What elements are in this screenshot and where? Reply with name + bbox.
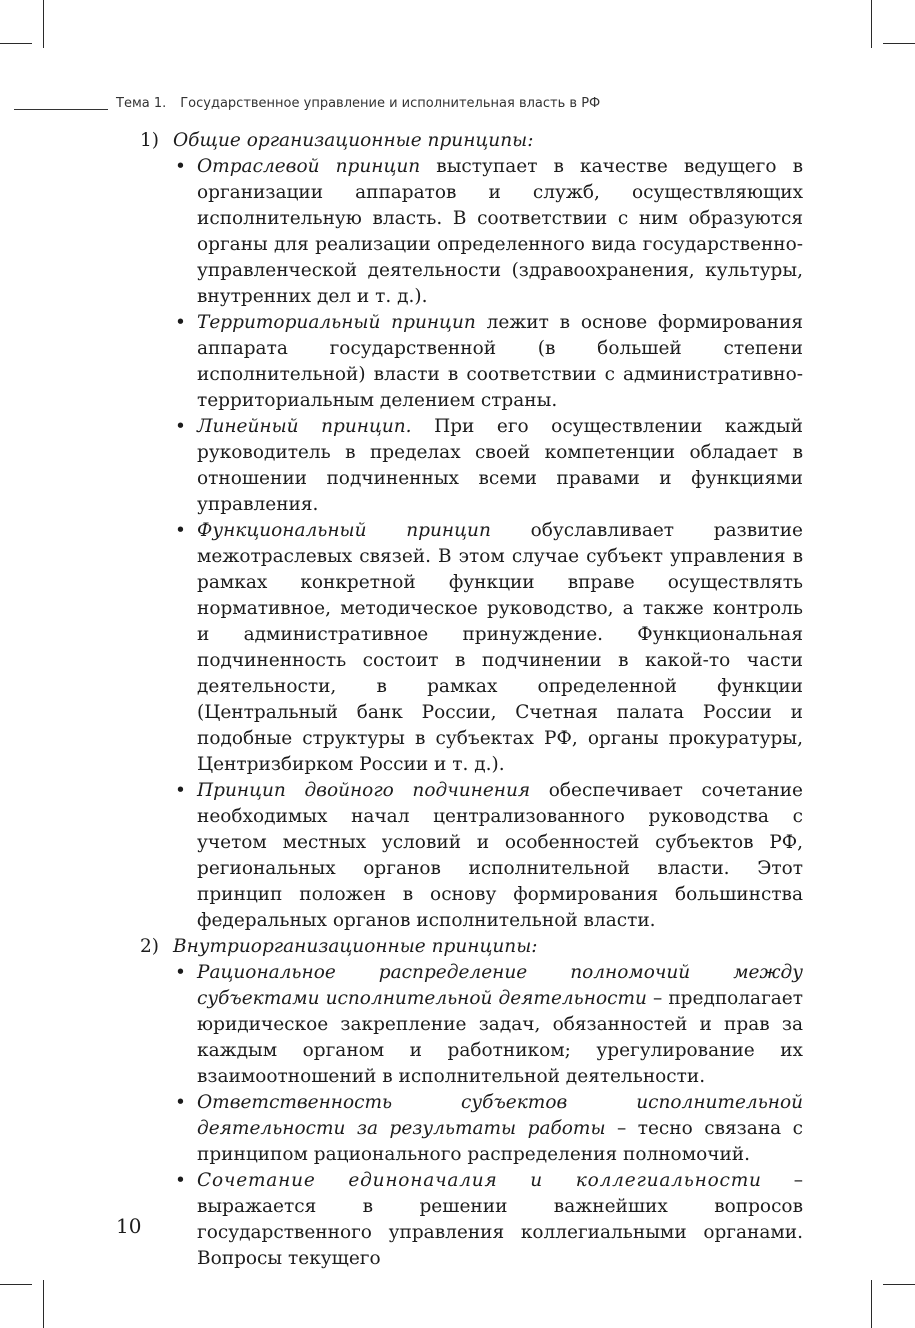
list-item [173, 310, 803, 414]
list-item [173, 1168, 803, 1272]
list-item [173, 960, 803, 1090]
crop-mark-bottom-right-horizontal [883, 1284, 915, 1285]
section-body [173, 128, 803, 934]
list-item-text: – предполагает юридическое закрепление задач, обязанностей и прав за каждым органом и работником; урегулирование их взаимоотношений в исполнительной деятельности. [197, 988, 803, 1087]
running-head-topic: Тема 1. [116, 95, 167, 111]
section-body [173, 934, 803, 1272]
crop-mark-top-right-vertical [871, 0, 872, 48]
list-item-term: Сочетание единоначалия и коллегиальности [197, 1170, 762, 1191]
list-item-text: лежит в основе формирования аппарата государственной (в большей степени исполнительной) власти в соответствии с административно-территориальным делением страны. [197, 312, 803, 411]
crop-mark-top-left-vertical [43, 0, 44, 48]
section-2 [140, 934, 803, 1272]
list-item-text: – тесно связана с принципом рационального распределения полномочий. [197, 1118, 803, 1165]
list-item-term: Территориальный принцип [197, 312, 476, 333]
page-number: 10 [116, 1214, 142, 1238]
list-item-term: Линейный принцип. [197, 416, 412, 437]
running-head-rule [14, 109, 108, 110]
list-item-text: – выражается в решении важнейших вопросов государственного управления коллегиальными органами. Вопросы текущего [197, 1170, 803, 1269]
section-number: 2) [140, 936, 159, 957]
list-item [173, 414, 803, 518]
section-number: 1) [140, 130, 159, 151]
crop-mark-bottom-left-horizontal [0, 1284, 32, 1285]
list-item-term: Функциональный принцип [197, 520, 491, 541]
running-head [14, 92, 714, 114]
bullet-icon: • [175, 156, 186, 177]
bullet-icon: • [175, 780, 186, 801]
crop-mark-top-left-horizontal [0, 43, 32, 44]
list-item-text: обеспечивает сочетание необходимых начал централизованного руководства с учетом местных условий и особенностей субъектов РФ, региональных органов исполнительной власти. Этот принцип положен в основу формирования большинства федеральных органов исполнительной власти. [197, 780, 803, 931]
list-item-text: При его осуществлении каждый руководитель в пределах своей компетенции обладает в отношении подчиненных всеми правами и функциями управления. [197, 416, 803, 515]
bullet-list [173, 960, 803, 1272]
list-item-term: Ответственность субъектов исполнительной деятельности за результаты работы [197, 1092, 803, 1139]
list-item [173, 778, 803, 934]
list-item-term: Принцип двойного подчинения [197, 780, 531, 801]
section-heading: Общие организационные принципы: [173, 130, 534, 151]
bullet-icon: • [175, 1092, 186, 1113]
list-item-text: обуславливает развитие межотраслевых связей. В этом случае субъект управления в рамках конкретной функции вправе осуществлять нормативное, методическое руководство, а также контроль и административное принуждение. Функциональная подчиненность состоит в подчинении в какой-то части деятельности, в рамках определенной функции (Центральный банк России, Счетная палата России и подобные структуры в субъектах РФ, органы прокуратуры, Центризбирком России и т. д.). [197, 520, 803, 775]
section-heading: Внутриорганизационные принципы: [173, 936, 538, 957]
list-item-term: Рациональное распределение полномочий между субъектами исполнительной деятельности [197, 962, 803, 1009]
bullet-icon: • [175, 312, 186, 333]
crop-mark-bottom-left-vertical [43, 1280, 44, 1328]
page-body [140, 128, 803, 1272]
crop-mark-bottom-right-vertical [871, 1280, 872, 1328]
list-item-term: Отраслевой принцип [197, 156, 421, 177]
running-head-title: Государственное управление и исполнительная власть в РФ [180, 95, 601, 111]
bullet-icon: • [175, 962, 186, 983]
bullet-list [173, 154, 803, 934]
list-item-text: выступает в качестве ведущего в организации аппаратов и служб, осуществляющих исполнительную власть. В соответствии с ним образуются органы для реализации определенного вида государственно-управленческой деятельности (здравоохранения, культуры, внутренних дел и т. д.). [197, 156, 803, 307]
bullet-icon: • [175, 416, 186, 437]
bullet-icon: • [175, 1170, 186, 1191]
list-item [173, 1090, 803, 1168]
list-item [173, 518, 803, 778]
crop-mark-top-right-horizontal [883, 43, 915, 44]
bullet-icon: • [175, 520, 186, 541]
section-1 [140, 128, 803, 934]
list-item [173, 154, 803, 310]
